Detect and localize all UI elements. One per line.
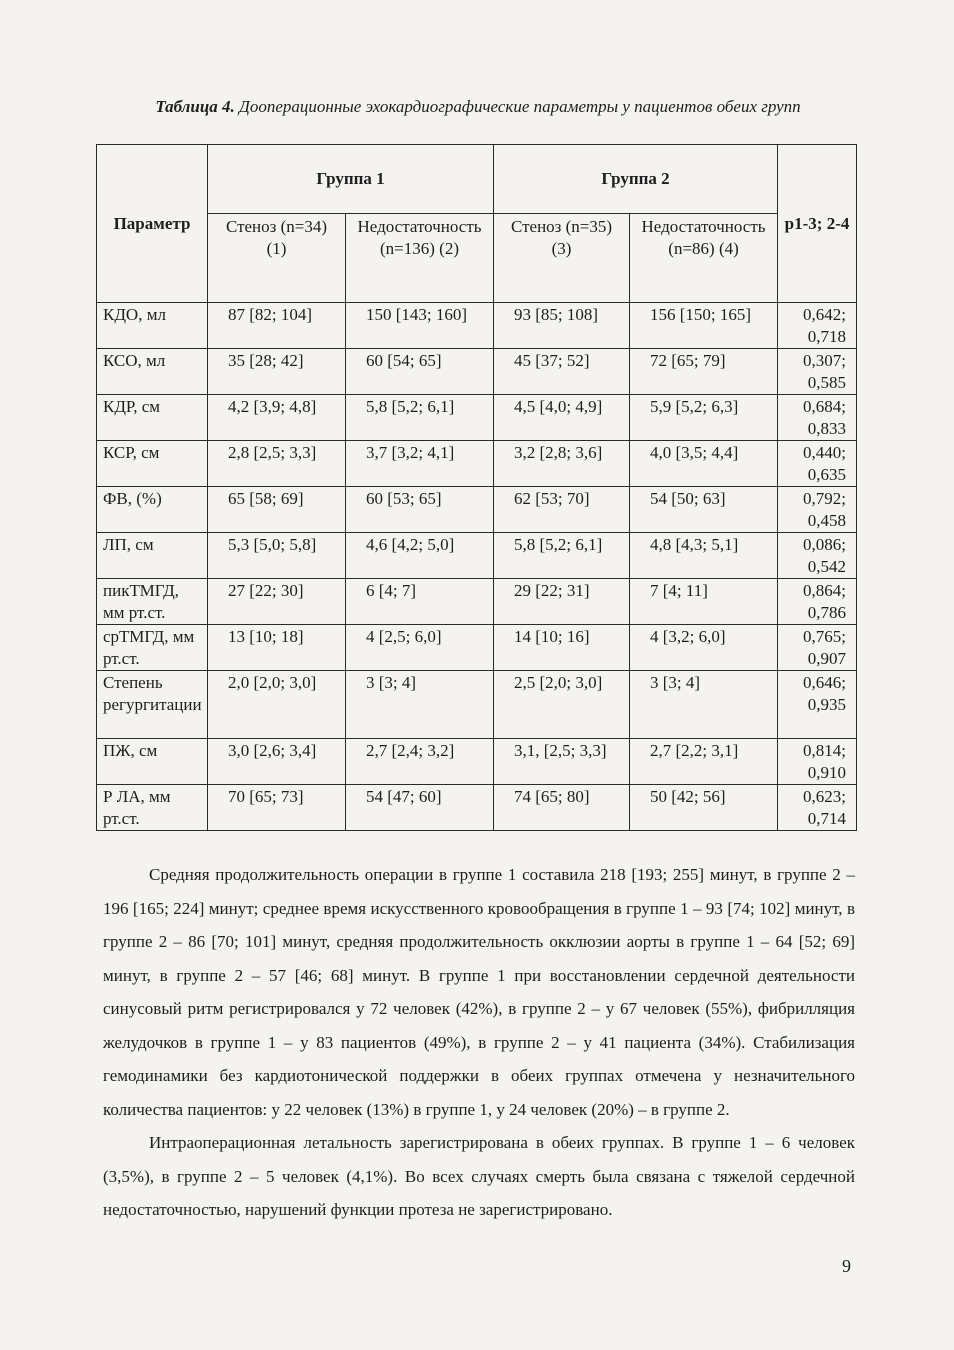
cell-value: 5,9 [5,2; 6,3] bbox=[630, 395, 778, 441]
table-row bbox=[97, 739, 857, 785]
cell-value: 72 [65; 79] bbox=[630, 349, 778, 395]
caption-label: Таблица 4. bbox=[155, 97, 235, 116]
cell-value: 29 [22; 31] bbox=[494, 579, 630, 625]
cell-value: 7 [4; 11] bbox=[630, 579, 778, 625]
cell-parameter: ФВ, (%) bbox=[97, 487, 208, 533]
cell-p-value: 0,307; 0,585 bbox=[778, 349, 857, 395]
cell-value: 74 [65; 80] bbox=[494, 785, 630, 831]
cell-value: 60 [54; 65] bbox=[346, 349, 494, 395]
paragraph: Интраоперационная летальность зарегистрирована в обеих группах. В группе 1 – 6 человек (3,5%), в группе 2 – 5 человек (4,1%). Во всех случаях смерть была связана с тяжелой сердечной недостаточностью, нарушений функции протеза не зарегистрировано. bbox=[103, 1133, 855, 1219]
cell-p-value: 0,086; 0,542 bbox=[778, 533, 857, 579]
cell-value: 4 [2,5; 6,0] bbox=[346, 625, 494, 671]
cell-parameter: ЛП, см bbox=[97, 533, 208, 579]
echo-parameters-table bbox=[96, 144, 857, 831]
cell-value: 70 [65; 73] bbox=[208, 785, 346, 831]
cell-value: 2,7 [2,2; 3,1] bbox=[630, 739, 778, 785]
cell-value: 4 [3,2; 6,0] bbox=[630, 625, 778, 671]
cell-value: 2,0 [2,0; 3,0] bbox=[208, 671, 346, 739]
header-group-2: Группа 2 bbox=[494, 145, 778, 214]
cell-p-value: 0,765; 0,907 bbox=[778, 625, 857, 671]
cell-value: 54 [50; 63] bbox=[630, 487, 778, 533]
cell-parameter: Р ЛА, мм рт.ст. bbox=[97, 785, 208, 831]
cell-p-value: 0,792; 0,458 bbox=[778, 487, 857, 533]
cell-value: 27 [22; 30] bbox=[208, 579, 346, 625]
header-stenosis-3: Стеноз (n=35) (3) bbox=[494, 214, 630, 303]
cell-value: 3 [3; 4] bbox=[346, 671, 494, 739]
table-row bbox=[97, 349, 857, 395]
cell-value: 2,5 [2,0; 3,0] bbox=[494, 671, 630, 739]
cell-p-value: 0,623; 0,714 bbox=[778, 785, 857, 831]
table-caption bbox=[98, 94, 858, 120]
cell-value: 3,0 [2,6; 3,4] bbox=[208, 739, 346, 785]
cell-value: 5,8 [5,2; 6,1] bbox=[494, 533, 630, 579]
table-row bbox=[97, 579, 857, 625]
table-row bbox=[97, 671, 857, 739]
cell-value: 45 [37; 52] bbox=[494, 349, 630, 395]
cell-value: 6 [4; 7] bbox=[346, 579, 494, 625]
table-row bbox=[97, 533, 857, 579]
cell-value: 2,8 [2,5; 3,3] bbox=[208, 441, 346, 487]
table-row bbox=[97, 303, 857, 349]
cell-value: 54 [47; 60] bbox=[346, 785, 494, 831]
cell-value: 4,2 [3,9; 4,8] bbox=[208, 395, 346, 441]
cell-p-value: 0,864; 0,786 bbox=[778, 579, 857, 625]
cell-p-value: 0,814; 0,910 bbox=[778, 739, 857, 785]
header-stenosis-1: Стеноз (n=34) (1) bbox=[208, 214, 346, 303]
cell-p-value: 0,642; 0,718 bbox=[778, 303, 857, 349]
cell-value: 13 [10; 18] bbox=[208, 625, 346, 671]
header-insufficiency-4: Недостаточность (n=86) (4) bbox=[630, 214, 778, 303]
paragraph: Средняя продолжительность операции в группе 1 составила 218 [193; 255] минут, в группе 2 – 196 [165; 224] минут; среднее время искусственного кровообращения в группе 1 – 93 [74; 102] минут, в группе 2 – 86 [70; 101] минут, средняя продолжительность окклюзии аорты в группе 1 – 64 [52; 69] минут, в группе 2 – 57 [46; 68] минут. В группе 1 при восстановлении сердечной деятельности синусовый ритм регистрировался у 72 человек (42%), в группе 2 – у 67 человек (55%), фибрилляция желудочков в группе 1 – у 83 пациентов (49%), в группе 2 – у 41 пациента (34%). Стабилизация гемодинамики без кардиотонической поддержки в обеих группах отмечена у незначительного количества пациентов: у 22 человек (13%) в группе 1, у 24 человек (20%) – в группе 2. bbox=[103, 865, 855, 1119]
cell-parameter: ПЖ, см bbox=[97, 739, 208, 785]
table-row bbox=[97, 441, 857, 487]
cell-value: 60 [53; 65] bbox=[346, 487, 494, 533]
cell-value: 3,7 [3,2; 4,1] bbox=[346, 441, 494, 487]
table-row bbox=[97, 395, 857, 441]
cell-value: 3,2 [2,8; 3,6] bbox=[494, 441, 630, 487]
cell-value: 50 [42; 56] bbox=[630, 785, 778, 831]
header-p-value: p1-3; 2-4 bbox=[778, 145, 857, 303]
cell-p-value: 0,646; 0,935 bbox=[778, 671, 857, 739]
cell-parameter: КДО, мл bbox=[97, 303, 208, 349]
cell-value: 150 [143; 160] bbox=[346, 303, 494, 349]
cell-parameter: КСР, см bbox=[97, 441, 208, 487]
cell-value: 4,5 [4,0; 4,9] bbox=[494, 395, 630, 441]
header-insufficiency-2: Недостаточность (n=136) (2) bbox=[346, 214, 494, 303]
table-row bbox=[97, 625, 857, 671]
cell-value: 93 [85; 108] bbox=[494, 303, 630, 349]
cell-value: 5,8 [5,2; 6,1] bbox=[346, 395, 494, 441]
cell-value: 3,1, [2,5; 3,3] bbox=[494, 739, 630, 785]
cell-parameter: Степень регургитации bbox=[97, 671, 208, 739]
cell-parameter: КСО, мл bbox=[97, 349, 208, 395]
table-row bbox=[97, 785, 857, 831]
cell-value: 4,6 [4,2; 5,0] bbox=[346, 533, 494, 579]
cell-value: 14 [10; 16] bbox=[494, 625, 630, 671]
cell-parameter: КДР, см bbox=[97, 395, 208, 441]
cell-value: 4,8 [4,3; 5,1] bbox=[630, 533, 778, 579]
cell-value: 2,7 [2,4; 3,2] bbox=[346, 739, 494, 785]
cell-value: 87 [82; 104] bbox=[208, 303, 346, 349]
cell-value: 5,3 [5,0; 5,8] bbox=[208, 533, 346, 579]
table-row bbox=[97, 487, 857, 533]
cell-value: 62 [53; 70] bbox=[494, 487, 630, 533]
cell-value: 3 [3; 4] bbox=[630, 671, 778, 739]
cell-p-value: 0,684; 0,833 bbox=[778, 395, 857, 441]
cell-parameter: срТМГД, мм рт.ст. bbox=[97, 625, 208, 671]
caption-text: Дооперационные эхокардиографические параметры у пациентов обеих групп bbox=[239, 97, 801, 116]
cell-parameter: пикТМГД, мм рт.ст. bbox=[97, 579, 208, 625]
header-group-1: Группа 1 bbox=[208, 145, 494, 214]
cell-value: 4,0 [3,5; 4,4] bbox=[630, 441, 778, 487]
body-text bbox=[103, 858, 855, 1227]
page-number: 9 bbox=[842, 1256, 851, 1276]
cell-p-value: 0,440; 0,635 bbox=[778, 441, 857, 487]
cell-value: 65 [58; 69] bbox=[208, 487, 346, 533]
cell-value: 35 [28; 42] bbox=[208, 349, 346, 395]
header-parameter: Параметр bbox=[97, 145, 208, 303]
cell-value: 156 [150; 165] bbox=[630, 303, 778, 349]
